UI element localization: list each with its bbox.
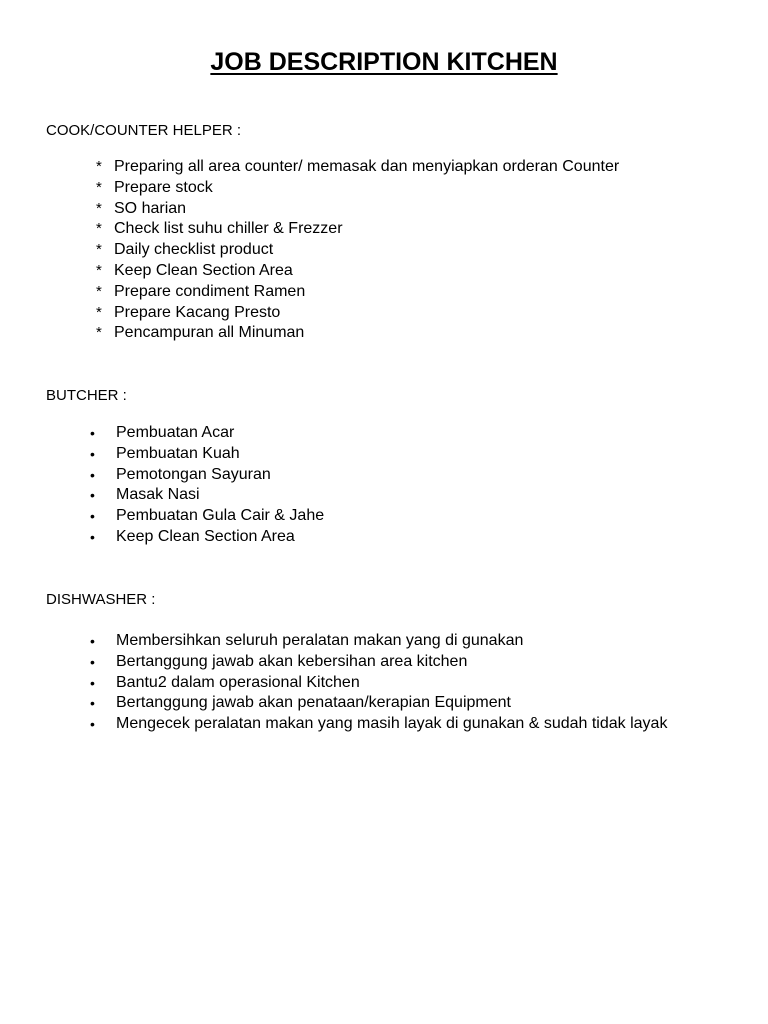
list-item-text: Prepare Kacang Presto bbox=[114, 303, 281, 321]
list-item-text: Pembuatan Kuah bbox=[116, 444, 240, 462]
list-item bbox=[96, 199, 619, 220]
list-item-text: Keep Clean Section Area bbox=[116, 527, 295, 545]
list-item bbox=[90, 465, 324, 486]
list-item-text: Pencampuran all Minuman bbox=[114, 324, 305, 342]
list-item-text: Check list suhu chiller & Frezzer bbox=[114, 220, 343, 238]
list-item-text: Bantu2 dalam operasional Kitchen bbox=[116, 673, 360, 691]
bullet-dot: • bbox=[90, 716, 95, 733]
list-item-text: Prepare stock bbox=[114, 178, 213, 196]
list-item bbox=[90, 485, 324, 506]
bullet-dot: • bbox=[90, 633, 95, 649]
list-item-text: Pemotongan Sayuran bbox=[116, 465, 271, 483]
list-item bbox=[96, 323, 619, 344]
list-item bbox=[90, 444, 324, 465]
butcher-duties-list bbox=[90, 423, 324, 548]
list-item-text: Daily checklist product bbox=[114, 241, 274, 259]
asterisk-bullet: * bbox=[96, 282, 102, 300]
bullet-dot: • bbox=[90, 487, 95, 504]
section-heading-dishwasher: DISHWASHER : bbox=[46, 591, 156, 608]
list-item bbox=[90, 506, 324, 527]
bullet-dot: • bbox=[90, 674, 95, 691]
list-item-text: Masak Nasi bbox=[116, 486, 200, 504]
bullet-dot: • bbox=[90, 695, 95, 712]
dishwasher-duties-list bbox=[90, 631, 667, 735]
list-item-text: Prepare condiment Ramen bbox=[114, 282, 306, 300]
list-item bbox=[96, 303, 619, 324]
asterisk-bullet: * bbox=[96, 178, 102, 196]
list-item-text: Mengecek peralatan makan yang masih layak di gunakan & sudah tidak layak bbox=[116, 715, 668, 733]
list-item bbox=[90, 714, 667, 735]
list-item-text: Preparing all area counter/ memasak dan menyiapkan orderan Counter bbox=[114, 158, 620, 175]
asterisk-bullet: * bbox=[96, 158, 102, 175]
bullet-dot: • bbox=[90, 653, 95, 670]
list-item bbox=[90, 693, 667, 714]
asterisk-bullet: * bbox=[96, 199, 102, 217]
list-item bbox=[96, 261, 619, 282]
list-item bbox=[90, 631, 667, 652]
bullet-dot: • bbox=[90, 466, 95, 483]
bullet-dot: • bbox=[90, 445, 95, 462]
asterisk-bullet: * bbox=[96, 241, 102, 259]
asterisk-bullet: * bbox=[96, 261, 102, 279]
bullet-dot: • bbox=[90, 528, 95, 545]
asterisk-bullet: * bbox=[96, 220, 102, 238]
bullet-dot: • bbox=[90, 425, 95, 441]
list-item bbox=[96, 219, 619, 240]
list-item-text: Bertanggung jawab akan penataan/kerapian Equipment bbox=[116, 694, 511, 712]
list-item bbox=[96, 282, 619, 303]
list-item-text: Keep Clean Section Area bbox=[114, 261, 293, 279]
document-title: JOB DESCRIPTION KITCHEN bbox=[210, 48, 558, 76]
list-item bbox=[96, 157, 619, 178]
cook-duties-list bbox=[96, 157, 619, 344]
section-heading-butcher: BUTCHER : bbox=[46, 387, 127, 404]
list-item-text: Pembuatan Acar bbox=[116, 424, 235, 441]
bullet-dot: • bbox=[90, 508, 95, 525]
list-item bbox=[90, 652, 667, 673]
list-item bbox=[96, 240, 619, 261]
section-heading-cook: COOK/COUNTER HELPER : bbox=[46, 122, 242, 139]
asterisk-bullet: * bbox=[96, 324, 102, 342]
asterisk-bullet: * bbox=[96, 303, 102, 321]
list-item-text: Bertanggung jawab akan kebersihan area kitchen bbox=[116, 652, 468, 670]
list-item bbox=[96, 178, 619, 199]
list-item bbox=[90, 673, 667, 694]
list-item bbox=[90, 423, 324, 444]
list-item-text: SO harian bbox=[114, 199, 187, 217]
list-item bbox=[90, 527, 324, 548]
list-item-text: Pembuatan Gula Cair & Jahe bbox=[116, 507, 325, 525]
list-item-text: Membersihkan seluruh peralatan makan yang di gunakan bbox=[116, 632, 524, 649]
